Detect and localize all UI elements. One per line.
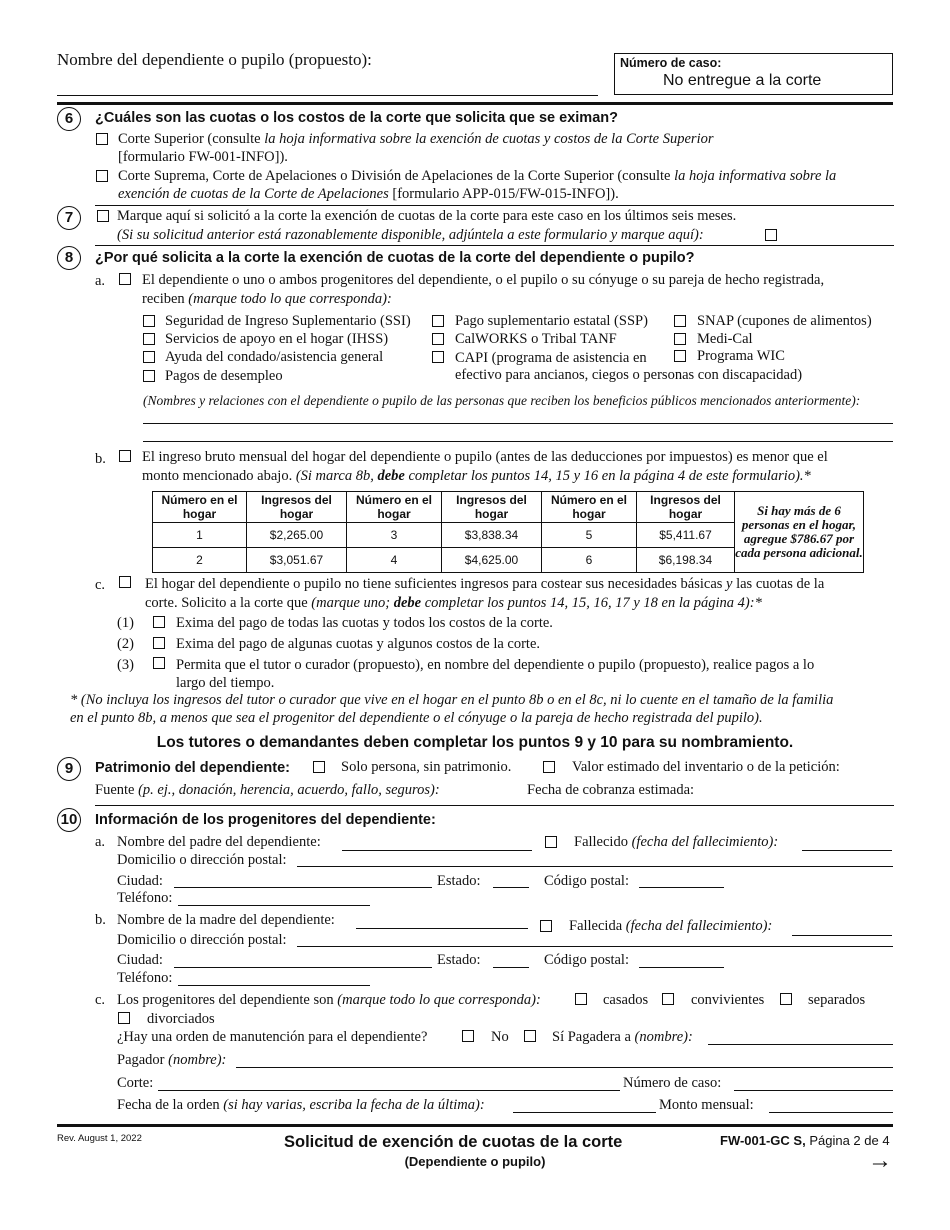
table-header: Ingresos del hogar <box>637 492 735 523</box>
table-header: Ingresos del hogar <box>442 492 542 523</box>
item-8a-letter: a. <box>95 273 106 289</box>
snap-checkbox[interactable] <box>674 315 686 327</box>
snap-label: SNAP (cupones de alimentos) <box>697 313 872 329</box>
mother-zip-label: Código postal: <box>544 952 629 968</box>
table-header: Ingresos del hogar <box>247 492 347 523</box>
no-estate-checkbox[interactable] <box>313 761 325 773</box>
table-cell: $5,411.67 <box>637 523 735 548</box>
table-cell: $2,265.00 <box>247 523 347 548</box>
next-page-arrow-icon: → <box>868 1147 892 1174</box>
ssp-label: Pago suplementario estatal (SSP) <box>455 313 648 329</box>
item-10a-letter: a. <box>95 834 106 850</box>
item-8-question: ¿Por qué solicita a la corte la exención de cuotas de la corte del dependiente o pupilo? <box>95 250 695 266</box>
capi-label: CAPI (programa de asistencia en <box>455 350 647 366</box>
item-8a-text: El dependiente o uno o ambos progenitores del dependiente, o el pupilo o su cónyuge o su pareja de hecho registrada, <box>142 272 825 288</box>
table-cell: $3,051.67 <box>247 548 347 573</box>
father-phone-label: Teléfono: <box>117 890 173 906</box>
insufficient-income-checkbox[interactable] <box>119 576 131 588</box>
cohabiting-label: convivientes <box>691 992 765 1008</box>
capi-label-line2: efectivo para ancianos, ciegos o personas con discapacidad) <box>455 367 803 383</box>
married-label: casados <box>603 992 649 1008</box>
option-3-number: (3) <box>117 657 134 673</box>
item-6-number: 6 <box>57 107 81 131</box>
ssi-label: Seguridad de Ingreso Suplementario (SSI) <box>165 313 411 329</box>
ssp-checkbox[interactable] <box>432 315 444 327</box>
item-8b-letter: b. <box>95 451 106 467</box>
item-10-number: 10 <box>57 808 81 832</box>
divorced-checkbox[interactable] <box>118 1012 130 1024</box>
mother-state-field[interactable] <box>493 967 529 968</box>
item-8b-text-line2: monto mencionado abajo. (Si marca 8b, debe completar los puntos 14, 15 y 16 en la página 4 de este formulario).* <box>142 468 811 484</box>
item-6-option-2: Corte Suprema, Corte de Apelaciones o División de Apelaciones de la Corte Superior (consulte la hoja informativa sobre la <box>118 168 837 184</box>
item-7-text: Marque aquí si solicitó a la corte la exención de cuotas de la corte para este caso en los últimos seis meses. <box>117 208 737 224</box>
general-assistance-label: Ayuda del condado/asistencia general <box>165 349 384 365</box>
order-date-field[interactable] <box>513 1112 656 1113</box>
estate-value-checkbox[interactable] <box>543 761 555 773</box>
case-number-value: No entregue a la corte <box>663 72 822 89</box>
ssi-checkbox[interactable] <box>143 315 155 327</box>
item-8b-text: El ingreso bruto mensual del hogar del dependiente o pupilo (antes de las deducciones por impuestos) es menor que el <box>142 449 828 465</box>
income-table <box>152 491 864 573</box>
father-state-label: Estado: <box>437 873 481 889</box>
form-id: FW-001-GC S, Página 2 de 4 <box>720 1133 890 1148</box>
item-7-number: 7 <box>57 206 81 230</box>
beneficiaries-note: (Nombres y relaciones con el dependiente o pupilo de las personas que reciben los beneficios públicos mencionados anteriormente): <box>143 393 861 408</box>
court-field[interactable] <box>158 1090 620 1091</box>
table-cell: 5 <box>542 523 637 548</box>
item-8c-text: El hogar del dependiente o pupilo no tiene suficientes ingresos para costear sus necesidades básicas y las cuotas de la <box>145 576 825 592</box>
item-8c-text-line2: corte. Solicito a la corte que (marque uno; debe completar los puntos 14, 15, 16, 17 y 18 en la página 4):* <box>145 595 762 611</box>
father-name-field[interactable] <box>342 850 532 851</box>
revision-date: Rev. August 1, 2022 <box>57 1133 142 1144</box>
supreme-court-checkbox[interactable] <box>96 170 108 182</box>
father-state-field[interactable] <box>493 887 529 888</box>
unemployment-checkbox[interactable] <box>143 370 155 382</box>
court-label: Corte: <box>117 1075 154 1091</box>
support-order-question: ¿Hay una orden de manutención para el dependiente? <box>117 1029 428 1045</box>
item-6-question: ¿Cuáles son las cuotas o los costos de la corte que solicita que se eximan? <box>95 110 618 126</box>
table-cell: 1 <box>153 523 247 548</box>
option-1-number: (1) <box>117 615 134 631</box>
support-no-label: No <box>491 1029 509 1045</box>
mother-address-label: Domicilio o dirección postal: <box>117 932 287 948</box>
father-name-label: Nombre del padre del dependiente: <box>117 834 321 850</box>
father-deceased-checkbox[interactable] <box>545 836 557 848</box>
case-number-box <box>614 53 893 95</box>
footer-rule <box>57 1124 893 1127</box>
item-10-title: Información de los progenitores del dependiente: <box>95 812 436 828</box>
parents-status-label: Los progenitores del dependiente son (marque todo lo que corresponda): <box>117 992 541 1008</box>
medi-cal-checkbox[interactable] <box>674 333 686 345</box>
payee-name-field[interactable] <box>708 1044 893 1045</box>
header-rule <box>57 102 893 105</box>
calworks-checkbox[interactable] <box>432 333 444 345</box>
table-cell: $6,198.34 <box>637 548 735 573</box>
income-source-label: Fuente (p. ej., donación, herencia, acuerdo, fallo, seguros): <box>95 782 440 798</box>
table-header: Número en el hogar <box>153 492 247 523</box>
payments-over-time-label-line2: largo del tiempo. <box>176 675 275 691</box>
superior-court-checkbox[interactable] <box>96 133 108 145</box>
divider <box>95 245 894 246</box>
father-address-field[interactable] <box>297 866 893 867</box>
payments-over-time-label: Permita que el tutor o curador (propuesto), en nombre del dependiente o pupilo (propuesto), realice pagos a lo <box>176 657 815 673</box>
capi-checkbox[interactable] <box>432 351 444 363</box>
footnote-line2: en el punto 8b, a menos que sea el progenitor del dependiente o el cónyuge o la pareja de hecho registrada del pupilo). <box>70 710 763 726</box>
item-6-option-1-line2: [formulario FW-001-INFO]). <box>118 149 288 165</box>
mother-zip-field[interactable] <box>639 967 724 968</box>
item-8a-text-line2: reciben (marque todo lo que corresponda): <box>142 291 392 307</box>
item-7-note: (Si su solicitud anterior está razonablemente disponible, adjúntela a este formulario y marque aquí): <box>117 227 704 243</box>
separated-label: separados <box>808 992 866 1008</box>
mother-phone-field[interactable] <box>178 985 370 986</box>
item-8-number: 8 <box>57 246 81 270</box>
divider <box>95 205 894 206</box>
form-subtitle: (Dependiente o pupilo) <box>404 1154 546 1169</box>
case-number-label: Número de caso: <box>620 56 722 70</box>
footnote-line1: * (No incluya los ingresos del tutor o curador que vive en el hogar en el punto 8b o en el 8c, ni lo cuente en el tamaño de la familia <box>70 692 834 708</box>
mother-city-field[interactable] <box>174 967 432 968</box>
support-no-checkbox[interactable] <box>462 1030 474 1042</box>
unemployment-label: Pagos de desempleo <box>165 368 283 384</box>
ihss-checkbox[interactable] <box>143 333 155 345</box>
order-case-number-field[interactable] <box>734 1090 893 1091</box>
option-2-number: (2) <box>117 636 134 652</box>
table-cell: 2 <box>153 548 247 573</box>
table-cell: $4,625.00 <box>442 548 542 573</box>
prior-request-attached-checkbox[interactable] <box>765 229 777 241</box>
dependent-name-label: Nombre del dependiente o pupilo (propuesto): <box>57 50 372 69</box>
cohabiting-checkbox[interactable] <box>662 993 674 1005</box>
divorced-label: divorciados <box>147 1011 215 1027</box>
mother-deceased-label: Fallecida (fecha del fallecimiento): <box>569 918 773 934</box>
table-header: Número en el hogar <box>542 492 637 523</box>
medi-cal-label: Medi-Cal <box>697 331 753 347</box>
father-death-date-field[interactable] <box>802 850 892 851</box>
table-cell: 3 <box>347 523 442 548</box>
item-8c-letter: c. <box>95 577 106 593</box>
low-income-checkbox[interactable] <box>119 450 131 462</box>
father-deceased-label: Fallecido (fecha del fallecimiento): <box>574 834 779 850</box>
mother-deceased-checkbox[interactable] <box>540 920 552 932</box>
mother-phone-label: Teléfono: <box>117 970 173 986</box>
estate-value-label: Valor estimado del inventario o de la petición: <box>572 759 840 775</box>
payer-label: Pagador (nombre): <box>117 1052 227 1068</box>
item-9-title: Patrimonio del dependiente: <box>95 760 290 776</box>
father-zip-field[interactable] <box>639 887 724 888</box>
support-yes-checkbox[interactable] <box>524 1030 536 1042</box>
monthly-amount-field[interactable] <box>769 1112 893 1113</box>
wic-label: Programa WIC <box>697 348 785 364</box>
father-city-field[interactable] <box>174 887 432 888</box>
table-cell: $3,838.34 <box>442 523 542 548</box>
dependent-name-field[interactable] <box>57 95 598 96</box>
form-title: Solicitud de exención de cuotas de la corte <box>284 1133 623 1151</box>
mother-city-label: Ciudad: <box>117 952 163 968</box>
item-10b-letter: b. <box>95 912 106 928</box>
collection-date-label: Fecha de cobranza estimada: <box>527 782 695 798</box>
mother-address-field[interactable] <box>297 946 893 947</box>
additional-persons-note: Si hay más de 6 personas en el hogar, agregue $786.67 por cada persona adicional. <box>735 492 864 573</box>
separated-checkbox[interactable] <box>780 993 792 1005</box>
mother-death-date-field[interactable] <box>792 935 892 936</box>
mother-name-label: Nombre de la madre del dependiente: <box>117 912 335 928</box>
table-header: Número en el hogar <box>347 492 442 523</box>
table-cell: 6 <box>542 548 637 573</box>
item-6-option-1: Corte Superior (consulte la hoja informativa sobre la exención de cuotas y costos de la Corte Superior <box>118 131 714 147</box>
guardians-heading: Los tutores o demandantes deben completar los puntos 9 y 10 para su nombramiento. <box>156 734 794 751</box>
mother-name-field[interactable] <box>356 928 528 929</box>
father-phone-field[interactable] <box>178 905 370 906</box>
father-address-label: Domicilio o dirección postal: <box>117 852 287 868</box>
waive-some-label: Exima del pago de algunas cuotas y algunos costos de la corte. <box>176 636 541 652</box>
mother-state-label: Estado: <box>437 952 481 968</box>
waive-all-checkbox[interactable] <box>153 616 165 628</box>
wic-checkbox[interactable] <box>674 350 686 362</box>
divider <box>95 805 894 806</box>
no-estate-label: Solo persona, sin patrimonio. <box>341 759 512 775</box>
monthly-amount-label: Monto mensual: <box>659 1097 754 1113</box>
order-date-label: Fecha de la orden (si hay varias, escriba la fecha de la última): <box>117 1097 485 1113</box>
beneficiaries-field-2[interactable] <box>143 441 893 442</box>
table-cell: 4 <box>347 548 442 573</box>
order-case-number-label: Número de caso: <box>623 1075 722 1091</box>
general-assistance-checkbox[interactable] <box>143 351 155 363</box>
ihss-label: Servicios de apoyo en el hogar (IHSS) <box>165 331 389 347</box>
item-9-number: 9 <box>57 757 81 781</box>
payments-over-time-checkbox[interactable] <box>153 657 165 669</box>
payer-name-field[interactable] <box>236 1067 893 1068</box>
calworks-label: CalWORKS o Tribal TANF <box>455 331 617 347</box>
beneficiaries-field-1[interactable] <box>143 423 893 424</box>
item-10c-letter: c. <box>95 992 106 1008</box>
married-checkbox[interactable] <box>575 993 587 1005</box>
waive-all-label: Exima del pago de todas las cuotas y todos los costos de la corte. <box>176 615 553 631</box>
father-city-label: Ciudad: <box>117 873 163 889</box>
item-6-option-2-line2: exención de cuotas de la Corte de Apelaciones [formulario APP-015/FW-015-INFO]). <box>118 186 619 202</box>
father-zip-label: Código postal: <box>544 873 629 889</box>
waive-some-checkbox[interactable] <box>153 637 165 649</box>
public-benefits-checkbox[interactable] <box>119 273 131 285</box>
support-yes-label: Sí Pagadera a (nombre): <box>552 1029 693 1045</box>
prior-request-checkbox[interactable] <box>97 210 109 222</box>
